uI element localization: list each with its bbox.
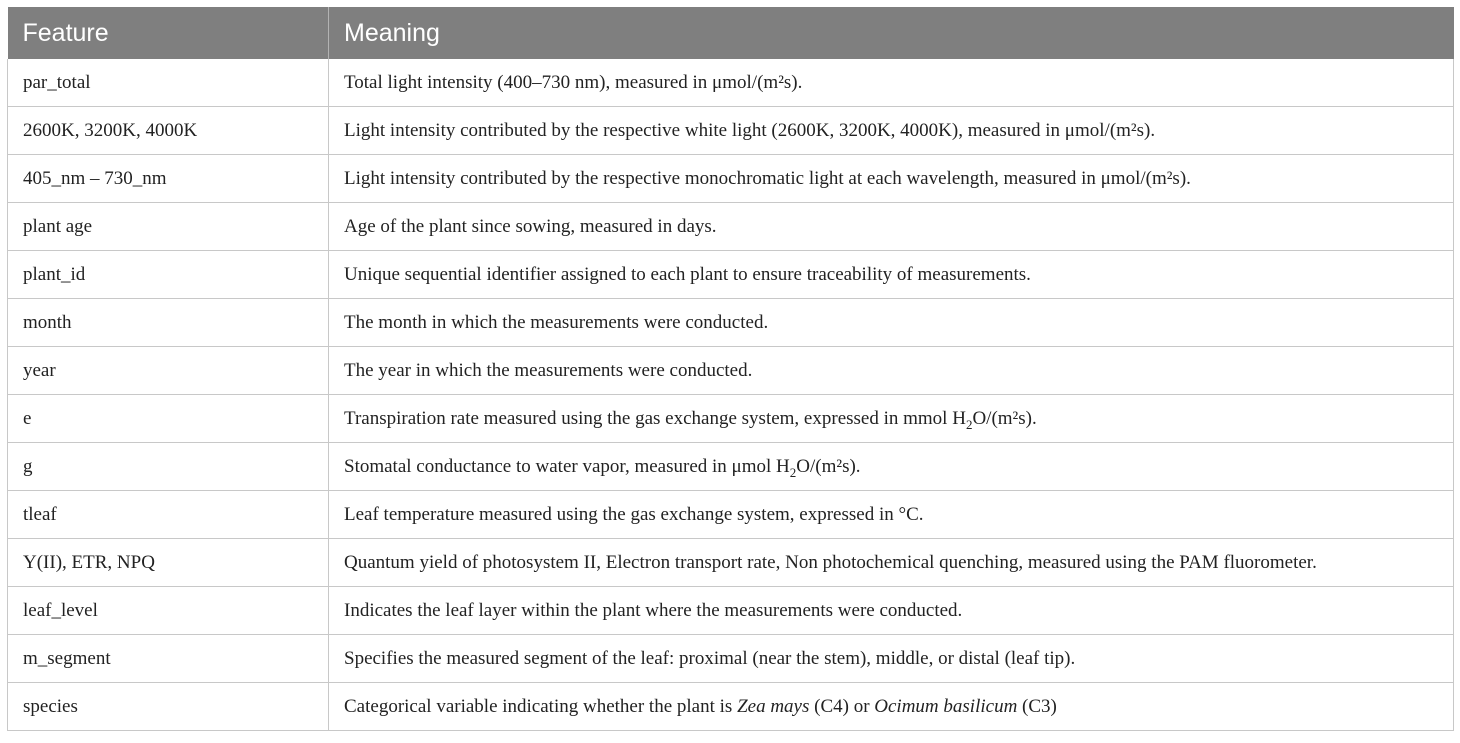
- feature-cell: par_total: [8, 59, 329, 107]
- meaning-text: O/(m²s).: [972, 407, 1037, 429]
- header-meaning: Meaning: [329, 7, 1454, 59]
- table-row: [8, 443, 1454, 491]
- subscript: 2: [789, 464, 797, 480]
- table-row: [8, 299, 1454, 347]
- table-row: [8, 347, 1454, 395]
- species-name-italic: Ocimum basilicum: [874, 695, 1018, 717]
- table-row: [8, 155, 1454, 203]
- feature-cell: 405_nm – 730_nm: [8, 155, 329, 203]
- table-row: [8, 491, 1454, 539]
- table-row: [8, 203, 1454, 251]
- feature-cell: leaf_level: [8, 587, 329, 635]
- meaning-cell: Quantum yield of photosystem II, Electron transport rate, Non photochemical quenching, measured using the PAM fluorometer.: [329, 539, 1454, 587]
- table-row: [8, 683, 1454, 731]
- feature-cell: Y(II), ETR, NPQ: [8, 539, 329, 587]
- feature-cell: month: [8, 299, 329, 347]
- meaning-cell: [329, 683, 1454, 731]
- feature-cell: plant age: [8, 203, 329, 251]
- table-header-row: [8, 7, 1454, 59]
- meaning-cell: [329, 395, 1454, 443]
- header-feature: Feature: [8, 7, 329, 59]
- feature-cell: g: [8, 443, 329, 491]
- meaning-cell: Age of the plant since sowing, measured in days.: [329, 203, 1454, 251]
- meaning-cell: Leaf temperature measured using the gas exchange system, expressed in °C.: [329, 491, 1454, 539]
- table-row: [8, 251, 1454, 299]
- table-row: [8, 587, 1454, 635]
- feature-cell: year: [8, 347, 329, 395]
- subscript: 2: [965, 416, 973, 432]
- meaning-text: (C3): [1017, 695, 1057, 717]
- feature-cell: e: [8, 395, 329, 443]
- meaning-text: O/(m²s).: [796, 455, 861, 477]
- feature-table: [7, 7, 1454, 731]
- feature-cell: m_segment: [8, 635, 329, 683]
- meaning-cell: The year in which the measurements were conducted.: [329, 347, 1454, 395]
- table-row: [8, 635, 1454, 683]
- meaning-text: (C4) or: [809, 695, 875, 717]
- table-row: [8, 107, 1454, 155]
- meaning-cell: Light intensity contributed by the respective monochromatic light at each wavelength, measured in μmol/(m²s).: [329, 155, 1454, 203]
- meaning-cell: Total light intensity (400–730 nm), measured in μmol/(m²s).: [329, 59, 1454, 107]
- meaning-text: Transpiration rate measured using the gas exchange system, expressed in mmol H: [344, 407, 966, 429]
- table-row: [8, 59, 1454, 107]
- feature-cell: plant_id: [8, 251, 329, 299]
- meaning-cell: The month in which the measurements were conducted.: [329, 299, 1454, 347]
- feature-cell: species: [8, 683, 329, 731]
- species-name-italic: Zea mays: [737, 695, 810, 717]
- feature-cell: tleaf: [8, 491, 329, 539]
- meaning-text: Stomatal conductance to water vapor, measured in μmol H: [344, 455, 790, 477]
- meaning-text: Categorical variable indicating whether the plant is: [344, 695, 738, 717]
- table-row: [8, 395, 1454, 443]
- meaning-cell: Light intensity contributed by the respective white light (2600K, 3200K, 4000K), measured in μmol/(m²s).: [329, 107, 1454, 155]
- meaning-cell: Specifies the measured segment of the leaf: proximal (near the stem), middle, or distal (leaf tip).: [329, 635, 1454, 683]
- meaning-cell: Unique sequential identifier assigned to each plant to ensure traceability of measurements.: [329, 251, 1454, 299]
- meaning-cell: [329, 443, 1454, 491]
- table-row: [8, 539, 1454, 587]
- meaning-cell: Indicates the leaf layer within the plant where the measurements were conducted.: [329, 587, 1454, 635]
- feature-cell: 2600K, 3200K, 4000K: [8, 107, 329, 155]
